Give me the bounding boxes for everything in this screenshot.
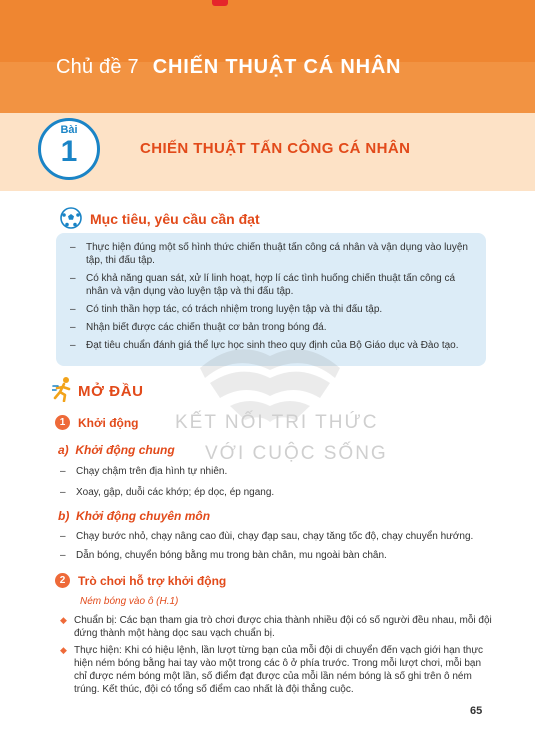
- subsection-b-heading: [58, 509, 210, 523]
- subsection-title: Khởi động chuyên môn: [76, 509, 211, 523]
- objective-item: – Có khả năng quan sát, xử lí linh hoạt, hợp lí các tình huống chiến thuật tấn công cá nhân và vận dụng vào luyện tập và thi đấu tập.: [70, 272, 474, 298]
- soccer-ball-icon: [60, 207, 82, 229]
- objective-item: – Nhận biết được các chiến thuật cơ bản trong bóng đá.: [70, 321, 474, 334]
- lesson-badge-label: Bài: [60, 124, 78, 136]
- chapter-header-top: [0, 0, 535, 62]
- runner-icon: [52, 376, 74, 402]
- subsection-marker: a): [58, 443, 69, 457]
- section-number: 1: [55, 415, 70, 430]
- objective-item: – Thực hiện đúng một số hình thức chiến thuật tấn công cá nhân và vận dụng vào luyện tập, thi đấu tập.: [70, 241, 474, 267]
- diamond-list-item: ◆ Thực hiện: Khi có hiệu lệnh, lần lượt từng bạn của mỗi đội di chuyển đến vạch giới hạn thực hiện ném bóng bằng hai tay vào một trong các ô ở phía trước. Trong mỗi lượt chơi, mỗi bạn chỉ được ném bóng một lần, số điểm đạt được của mỗi lần ném bóng là số ghi trên ô ném trúng. Kết thúc, đội có tổng số điểm cao nhất là đội thắng cuộc.: [60, 645, 484, 695]
- diamond-list-item: ◆ Chuẩn bị: Các bạn tham gia trò chơi được chia thành nhiều đội có số người đều nhau, mỗi đội đứng thành một hàng dọc sau vạch chuẩn bị.: [60, 615, 492, 639]
- list-item: – Dẫn bóng, chuyển bóng bằng mu trong bàn chân, mu ngoài bàn chân.: [60, 550, 387, 561]
- section-title: Khởi động: [78, 416, 139, 430]
- section-title: Trò chơi hỗ trợ khởi động: [78, 574, 227, 588]
- objective-item: – Có tinh thần hợp tác, có trách nhiệm trong luyện tập và thi đấu tập.: [70, 303, 474, 316]
- page-number: 65: [470, 705, 483, 717]
- top-red-mark: [212, 0, 228, 6]
- watermark-line-2: VỚI CUỘC SỐNG: [205, 443, 388, 464]
- subsection-title: Khởi động chung: [75, 443, 175, 457]
- subsection-marker: b): [58, 509, 70, 523]
- intro-heading: MỞ ĐẦU: [78, 383, 144, 400]
- watermark-line-1: KẾT NỐI TRI THỨC: [175, 412, 379, 433]
- list-item: – Xoay, gập, duỗi các khớp; ép dọc, ép ngang.: [60, 487, 275, 498]
- section-number: 2: [55, 573, 70, 588]
- diamond-bullet-icon: ◆: [60, 615, 67, 625]
- objective-item: – Đạt tiêu chuẩn đánh giá thể lực học sinh theo quy định của Bộ Giáo dục và Đào tạo.: [70, 339, 474, 352]
- objectives-heading: Mục tiêu, yêu cầu cần đạt: [90, 211, 260, 227]
- subsection-a-heading: [58, 443, 175, 457]
- list-item: – Chạy chậm trên địa hình tự nhiên.: [60, 466, 228, 477]
- lesson-title: CHIẾN THUẬT TẤN CÔNG CÁ NHÂN: [140, 140, 411, 157]
- diamond-bullet-icon: ◆: [60, 645, 67, 655]
- chapter-name: CHIẾN THUẬT CÁ NHÂN: [152, 56, 402, 78]
- game-caption: Ném bóng vào ô (H.1): [80, 596, 179, 607]
- chapter-title: [56, 56, 401, 79]
- list-item: – Chạy bước nhỏ, chạy nâng cao đùi, chạy đạp sau, chạy tăng tốc độ, chạy chuyển hướng.: [60, 531, 474, 542]
- lesson-badge-number: 1: [60, 135, 78, 168]
- chapter-prefix: Chủ đề 7: [56, 56, 139, 78]
- lesson-badge: [38, 118, 100, 180]
